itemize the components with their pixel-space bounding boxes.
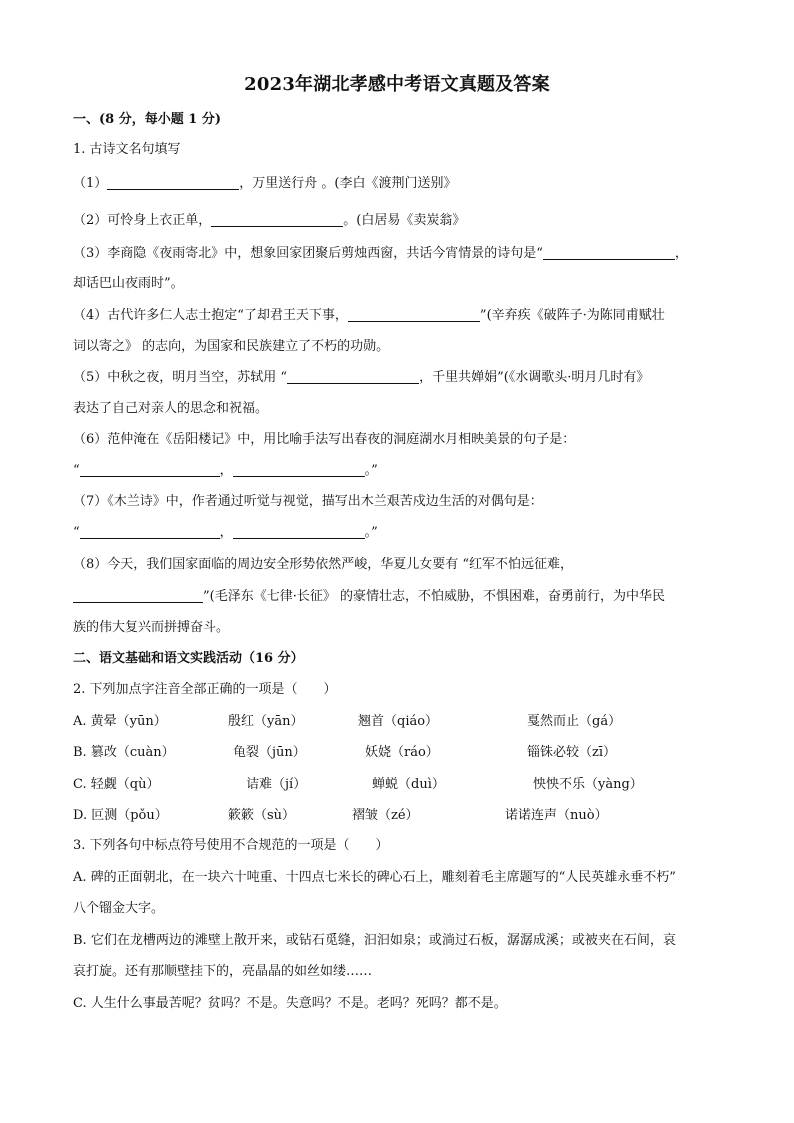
- q1-item-8a: （8）今天，我们国家面临的周边安全形势依然严峻，华夏儿女要有 “红军不怕远征难，: [73, 557, 574, 572]
- q1-item-4a: [73, 307, 723, 325]
- q1-item-3a: [73, 245, 723, 263]
- q2-option-b-1: B. 篡改（cuàn）: [73, 745, 175, 760]
- answer-blank-6a[interactable]: [80, 462, 220, 477]
- q3-option-b-line1: B. 它们在龙槽两边的滩壁上散开来，或钻石觅缝，汩汩如泉；或淌过石板，潺潺成溪；或被夹在石间，哀: [73, 933, 676, 948]
- item5-text: （5）中秋之夜，明月当空，苏轼用 “: [73, 370, 288, 385]
- q2-option-c-1: C. 轻觑（qù）: [73, 777, 160, 792]
- item3-text: （3）李商隐《夜雨寄北》中，想象回家团聚后剪烛西窗，共话今宵情景的诗句是“: [73, 246, 543, 261]
- answer-blank-8[interactable]: [73, 588, 203, 603]
- q2-option-d-3: 褶皱（zé）: [352, 808, 419, 823]
- q2-stem: 2. 下列加点字注音全部正确的一项是（ ）: [73, 682, 337, 697]
- item3-comma: ，: [674, 246, 688, 261]
- quote-open: “: [73, 463, 80, 478]
- q2-option-a-4: 戛然而止（gá）: [527, 714, 622, 729]
- answer-blank-7a[interactable]: [80, 524, 220, 539]
- answer-blank-2[interactable]: [211, 212, 343, 227]
- q3-stem: 3. 下列各句中标点符号使用不合规范的一项是（ ）: [73, 838, 389, 853]
- q1-item-5a: [73, 369, 723, 387]
- q1-title: 1. 古诗文名句填写: [73, 142, 181, 157]
- q2-option-c-2: 诘难（jí）: [246, 777, 307, 792]
- section2-heading: 二、语文基础和语文实践活动（16 分）: [73, 651, 304, 666]
- q3-option-c-line1: C. 人生什么事最苦呢？贫吗？不是。失意吗？不是。老吗？死吗？都不是。: [73, 996, 507, 1011]
- q1-item-6a: （6）范仲淹在《岳阳楼记》中，用比喻手法写出春夜的洞庭湖水月相映美景的句子是：: [73, 432, 576, 447]
- answer-blank-5[interactable]: [287, 369, 419, 384]
- quote-close: 。”: [364, 525, 378, 540]
- q1-item-8b: [73, 588, 723, 606]
- quote-open: “: [73, 525, 80, 540]
- quote-close: 。”: [364, 463, 378, 478]
- item4-text: （4）古代许多仁人志士抱定“了却君王天下事，: [73, 308, 348, 323]
- q1-item-7b: [73, 524, 723, 542]
- q1-item-2: [73, 212, 723, 230]
- q2-option-a-3: 翘首（qiáo）: [358, 714, 439, 729]
- item4-suffix: ”(辛弃疾《破阵子·为陈同甫赋壮: [479, 308, 665, 323]
- q2-option-d-1: D. 叵测（pǒu）: [73, 808, 168, 823]
- page-title: 2023年湖北孝感中考语文真题及答案: [244, 74, 550, 95]
- q2-option-b-4: 锱铢必较（zī）: [527, 745, 617, 760]
- item8-suffix: ”(毛泽东《七律·长征》 的豪情壮志，不怕威胁，不惧困难，奋勇前行，为中华民: [203, 589, 665, 604]
- q2-option-d-4: 诺诺连声（nuò）: [505, 808, 608, 823]
- q2-option-b-2: 龟裂（jūn）: [233, 745, 306, 760]
- q1-item-8c: 族的伟大复兴而拼搏奋斗。: [73, 620, 230, 635]
- answer-blank-1[interactable]: [107, 175, 239, 190]
- q2-option-d-2: 簌簌（sù）: [228, 808, 296, 823]
- q2-option-a-2: 殷红（yān）: [228, 714, 304, 729]
- separator-comma: ，: [219, 525, 233, 540]
- item1-prefix: （1）: [73, 176, 108, 191]
- q3-option-a-line1: A. 碑的正面朝北，在一块六十吨重、十四点七米长的碑心石上，雕刻着毛主席题写的“人民英雄永垂不朽”: [73, 870, 676, 885]
- q2-option-c-4: 怏怏不乐（yàng）: [533, 777, 643, 792]
- item2-prefix: （2）可怜身上衣正单，: [73, 213, 212, 228]
- q1-item-4b: 词以寄之》 的志向，为国家和民族建立了不朽的功勋。: [73, 339, 390, 354]
- separator-comma: ，: [219, 463, 233, 478]
- q2-option-a-1: A. 黄晕（yūn）: [73, 714, 167, 729]
- q1-item-6b: [73, 462, 723, 480]
- item1-suffix: ，万里送行舟 。(李白《渡荆门送别》: [239, 176, 457, 191]
- q1-item-3b: 却话巴山夜雨时”。: [73, 276, 184, 291]
- answer-blank-7b[interactable]: [233, 524, 365, 539]
- q1-item-7a: （7）《木兰诗》中，作者通过听觉与视觉，描写出木兰艰苦戍边生活的对偶句是：: [73, 494, 543, 509]
- answer-blank-3[interactable]: [543, 245, 675, 260]
- section1-heading: 一、(8 分，每小题 1 分): [73, 112, 221, 127]
- answer-blank-4[interactable]: [348, 307, 480, 322]
- q1-item-1: [73, 175, 723, 193]
- q3-option-b-line2: 哀打旋。还有那顺壁挂下的，亮晶晶的如丝如缕……: [73, 964, 373, 979]
- item5-suffix: ，千里共婵娟”(《水调歌头·明月几时有》: [419, 370, 650, 385]
- q2-option-c-3: 蝉蜕（duì）: [372, 777, 445, 792]
- answer-blank-6b[interactable]: [233, 462, 365, 477]
- item2-suffix: 。(白居易《卖炭翁》: [343, 213, 466, 228]
- q3-option-a-line2: 八个镏金大字。: [73, 901, 165, 916]
- q1-item-5b: 表达了自己对亲人的思念和祝福。: [73, 401, 269, 416]
- q2-option-b-3: 妖娆（ráo）: [365, 745, 439, 760]
